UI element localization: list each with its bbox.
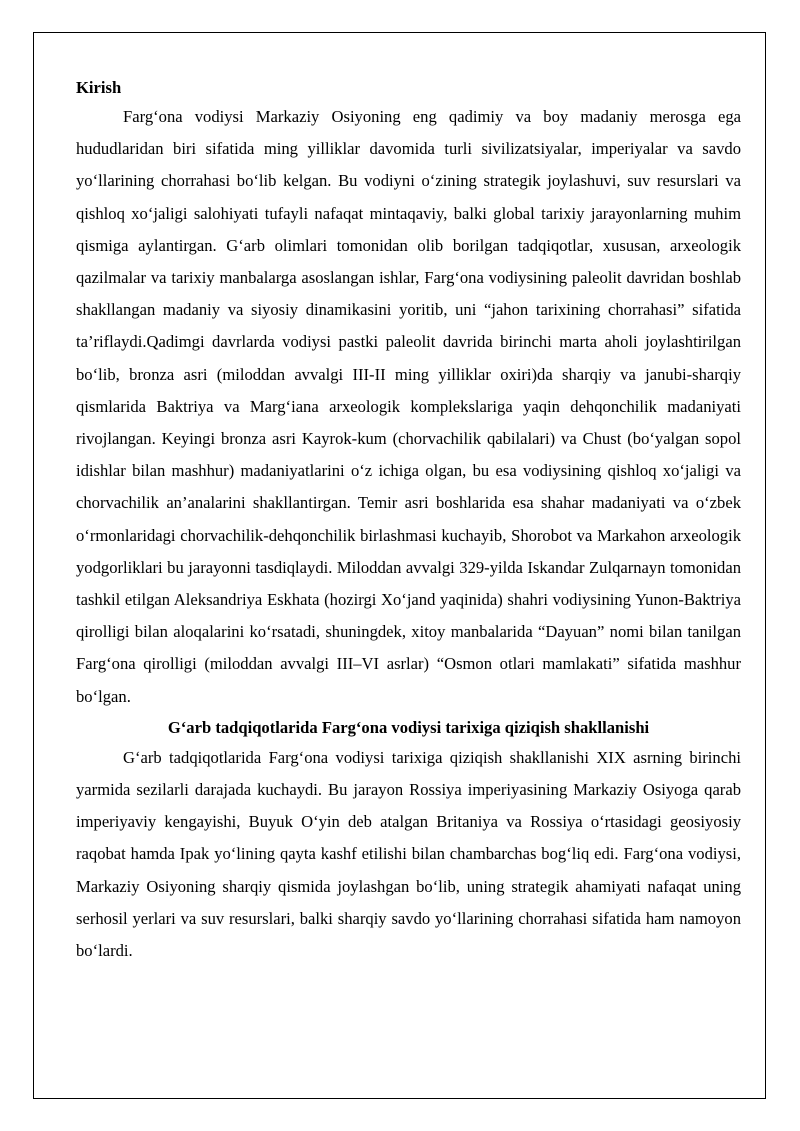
document-body [76,75,741,967]
paragraph-western-research: G‘arb tadqiqotlarida Farg‘ona vodiysi tarixiga qiziqish shakllanishi XIX asrning birinchi yarmida sezilarli darajada kuchaydi. Bu jarayon Rossiya imperiyasining Markaziy Osiyoga qarab imperiyaviy kengayishi, Buyuk O‘yin deb atalgan Britaniya va Rossiya o‘rtasidagi geosiyosiy raqobat hamda Ipak yo‘lining qayta kashf etilishi bilan chambarchas bog‘liq edi. Farg‘ona vodiysi, Markaziy Osiyoning sharqiy qismida joylashgan bo‘lib, uning strategik ahamiyati nafaqat uning serhosil yerlari va suv resurslari, balki sharqiy savdo yo‘llarining chorrahasi sifatida ham namoyon bo‘lardi. [76,747,741,961]
section-heading-western-research: G‘arb tadqiqotlarida Farg‘ona vodiysi tarixiga qiziqish shakllanishi [167,717,650,737]
section-heading-intro: Kirish [76,78,122,97]
paragraph-intro: Farg‘ona vodiysi Markaziy Osiyoning eng qadimiy va boy madaniy merosga ega hududlaridan biri sifatida ming yilliklar davomida turli sivilizatsiyalar, imperiyalar va savdo yo‘llarining chorrahasi bo‘lib kelgan. Bu vodiyni o‘zining strategik joylashuvi, suv resurslari va qishloq xo‘jaligi salohiyati tufayli nafaqat mintaqaviy, balki global tarixiy jarayonlarning muhim qismiga aylantirgan. G‘arb olimlari tomonidan olib borilgan tadqiqotlar, xususan, arxeologik qazilmalar va tarixiy manbalarga asoslangan ishlar, Farg‘ona vodiysining paleolit davridan boshlab shakllangan madaniy va siyosiy dinamikasini yoritib, uni “jahon tarixining chorrahasi” sifatida ta’riflaydi.Qadimgi davrlarda vodiysi pastki paleolit davrida birinchi marta aholi joylashtirilgan bo‘lib, bronza asri (miloddan avvalgi III-II ming yilliklar oxiri)da sharqiy va janubi-sharqiy qismlarida Baktriya va Marg‘iana arxeologik komplekslariga yaqin dehqonchilik madaniyati rivojlangan. Keyingi bronza asri Kayrok-kum (chorvachilik qabilalari) va Chust (bo‘yalgan sopol idishlar bilan mashhur) madaniyatlarini o‘z ichiga olgan, bu esa vodiysining qishloq xo‘jaligi va chorvachilik an’analarini shakllantirgan. Temir asri boshlarida esa shahar madaniyati va o‘zbek o‘rmonlaridagi chorvachilik-dehqonchilik birlashmasi kuchayib, Shorobot va Markahon arxeologik yodgorliklari bu jarayonni tasdiqlaydi. Miloddan avvalgi 329-yilda Iskandar Zulqarnayn tomonidan tashkil etilgan Aleksandriya Eskhata (hozirgi Xo‘jand yaqinida) shahri vodiysining Yunon-Baktriya qirolligi bilan aloqalarini ko‘rsatadi, shuningdek, xitoy manbalarida “Dayuan” nomi bilan tanilgan Farg‘ona qirolligi (miloddan avvalgi III–VI asrlar) “Osmon otlari mamlakati” sifatida mashhur bo‘lgan. [76,107,741,706]
